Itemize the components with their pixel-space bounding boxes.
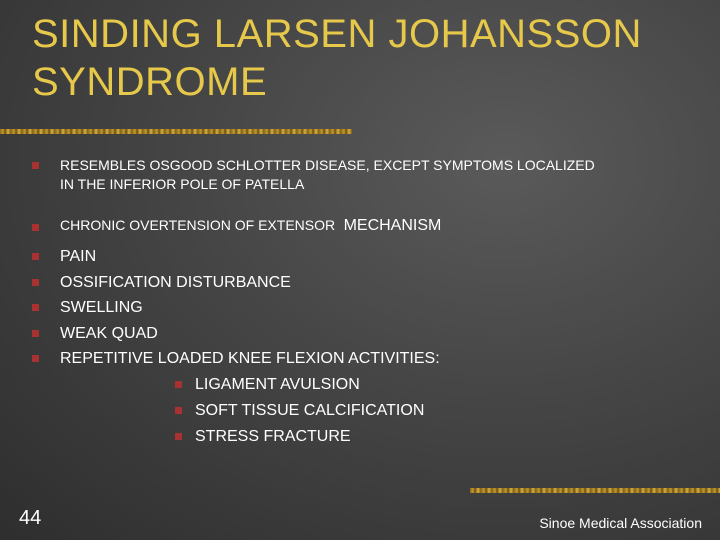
bullet-item: WEAK QUAD: [60, 325, 158, 342]
page-number: 44: [19, 507, 42, 529]
sub-bullet-item: LIGAMENT AVULSION: [195, 376, 360, 393]
bullet-item: RESEMBLES OSGOOD SCHLOTTER DISEASE, EXCEPT SYMPTOMS LOCALIZED IN THE INFERIOR POLE OF PATELLA: [60, 157, 595, 192]
bullet-icon: [32, 253, 39, 260]
bullet-icon: [32, 355, 39, 362]
bullet-item: PAIN: [60, 248, 97, 265]
bullet-item: SWELLING: [60, 299, 143, 316]
sub-bullet-icon: [175, 433, 182, 440]
bullet-icon: [32, 330, 39, 337]
sub-bullet-icon: [175, 381, 182, 388]
sub-bullet-item: STRESS FRACTURE: [195, 428, 351, 445]
bullet-icon: [32, 279, 39, 286]
footer-divider: [470, 488, 720, 493]
footer-text: Sinoe Medical Association: [539, 515, 702, 531]
bullet-icon: [32, 304, 39, 311]
sub-bullet-item: SOFT TISSUE CALCIFICATION: [195, 402, 425, 419]
bullet-icon: [32, 162, 39, 169]
bullet-item-text-large: MECHANISM: [343, 217, 442, 234]
bullet-item-text: CHRONIC OVERTENSION OF EXTENSOR: [60, 217, 336, 233]
bullet-item: REPETITIVE LOADED KNEE FLEXION ACTIVITIES:: [60, 350, 440, 367]
bullet-icon: [32, 224, 39, 231]
bullet-item: OSSIFICATION DISTURBANCE: [60, 274, 291, 291]
slide-title: SINDING LARSEN JOHANSSON SYNDROME: [32, 12, 642, 104]
sub-bullet-icon: [175, 407, 182, 414]
bullet-item: [60, 216, 660, 236]
